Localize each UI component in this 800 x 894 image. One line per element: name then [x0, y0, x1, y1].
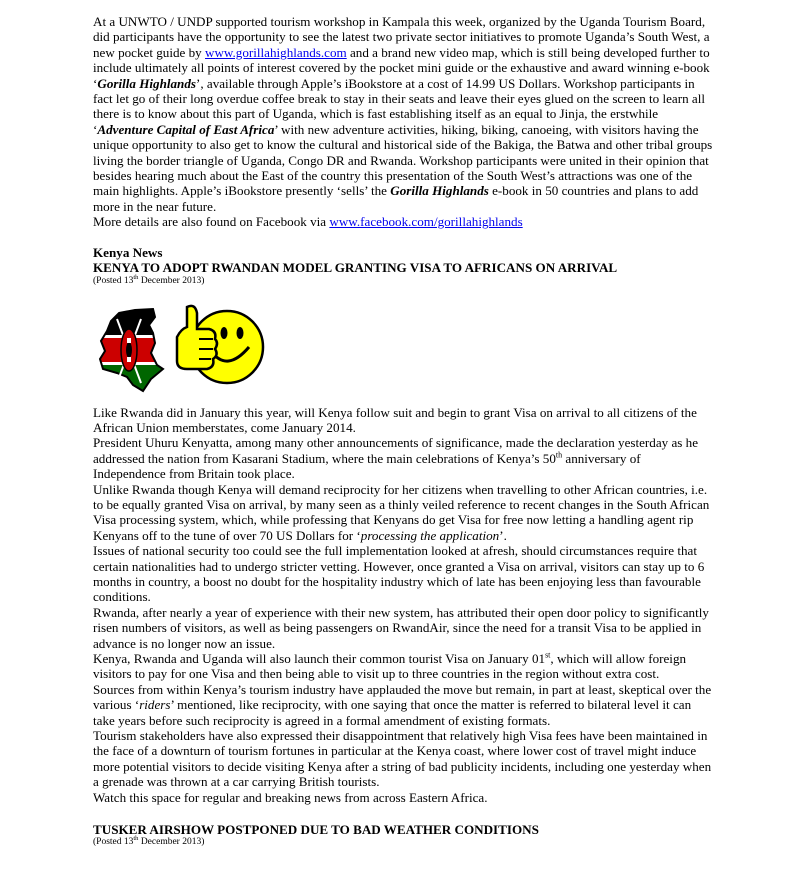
article-illustration [93, 287, 713, 405]
thumbs-up-smiley-icon [169, 297, 265, 397]
posted-date: (Posted 13th December 2013) [93, 273, 205, 286]
article-paragraph: Tourism stakeholders have also expressed their disappointment that relatively high Visa fees have been maintained in the face of a downturn of tourism fortunes in particular at the Kenya coast, where lower cost of travel might induce more potential visitors to decide visiting Kenya after a string of bad publicity incidents, including one yesterday when a grenade was thrown at a car carrying British tourists. [93, 728, 712, 790]
article-paragraph: Kenya, Rwanda and Uganda will also launch their common tourist Visa on January 01st, which will allow foreign visitors to pay for one Visa and then being able to visit up to three countries in the region without extra cost. [93, 650, 687, 682]
article-paragraph: President Uhuru Kenyatta, among many other announcements of significance, made the declaration yesterday as he addressed the nation from Kasarani Stadium, where the main celebrations of Kenya’s 50th anniversary of Independence from Britain took place. [93, 435, 699, 482]
article-paragraph: Sources from within Kenya’s tourism industry have applauded the move but remain, in part at least, skeptical over the various ‘riders’ mentioned, like reciprocity, with one saying that once the matter is referred to bilateral level it can take years before such reciprocity is agreed in a formal amendment of existing formats. [93, 681, 712, 728]
article-paragraph: Like Rwanda did in January this year, will Kenya follow suit and begin to grant Visa on arrival to all citizens of the African Union memberstates, come January 2014. [93, 404, 697, 435]
section-label: Kenya News [93, 244, 163, 260]
kenya-flag-map-icon [97, 307, 169, 393]
intro-paragraph: At a UNWTO / UNDP supported tourism workshop in Kampala this week, organized by the Uganda Tourism Board, did participants have the opportunity to see the latest two private sector initiatives to promote Uganda’s South West, a new pocket guide by www.gorillahighlands.com and a brand new video map, which is still being developed further to include ultimately all points of interest covered by the pocket mini guide or the exhaustive and award winning e-book ‘Gorilla Highlands’, available through Apple’s iBookstore at a cost of 14.99 US Dollars. Workshop participants in fact let go of their long overdue coffee break to stay in their seats and leave their eyes glued on the screen to learn all there is to know about this part of Uganda, which is fast establishing itself as an equal to Jinja, the erstwhile ‘Adventure Capital of East Africa’ with new adventure activities, hiking, biking, canoeing, with visitors having the unique opportunity to also get to know the cultural and historical side of the Bakiga, the Batwa and other tribal groups living the border triangle of Uganda, Congo DR and Rwanda. Workshop participants were united in their opinion that besides hearing much about the East of the country this presentation of the South West’s attractions was one of the main highlights. Apple’s iBookstore presently ‘sells’ the Gorilla Highlands e-book in 50 countries and plans to add more in the near future. [93, 14, 713, 214]
facebook-link[interactable]: www.facebook.com/gorillahighlands [329, 214, 523, 230]
article-paragraph: Issues of national security too could see the full implementation looked at afresh, should circumstances require that certain nationalities had to undergo stricter vetting. However, once granted a Visa on arrival, visitors can stay up to 6 months in country, a boost no doubt for the hospitality industry which of late has been enjoying less than favourable conditions. [93, 543, 705, 605]
gorillahighlands-link[interactable]: www.gorillahighlands.com [205, 44, 347, 60]
posted-date-2: (Posted 13th December 2013) [93, 835, 205, 848]
article-paragraph: Rwanda, after nearly a year of experience with their new system, has attributed their open door policy to significantly risen numbers of visitors, as well as being passengers on RwandAir, since the need for a transit Visa to be applied in advance is no longer now an issue. [93, 604, 709, 651]
article-paragraph: Unlike Rwanda though Kenya will demand reciprocity for her citizens when travelling to other African countries, i.e. to be equally granted Visa on arrival, by many seen as a thinly veiled reference to recent changes in the South African Visa processing system, which, while professing that Kenyans do get Visa for free now letting a handling agent rip Kenyans off to the tune of over 70 US Dollars for ‘processing the application’. [93, 481, 710, 543]
article-paragraph: Watch this space for regular and breaking news from across Eastern Africa. [93, 789, 488, 805]
article-headline: KENYA TO ADOPT RWANDAN MODEL GRANTING VISA TO AFRICANS ON ARRIVAL [93, 260, 618, 276]
document-page [93, 14, 713, 848]
more-details: More details are also found on Facebook via www.facebook.com/gorillahighlands [93, 214, 523, 230]
article-headline-2: TUSKER AIRSHOW POSTPONED DUE TO BAD WEATHER CONDITIONS [93, 822, 539, 838]
